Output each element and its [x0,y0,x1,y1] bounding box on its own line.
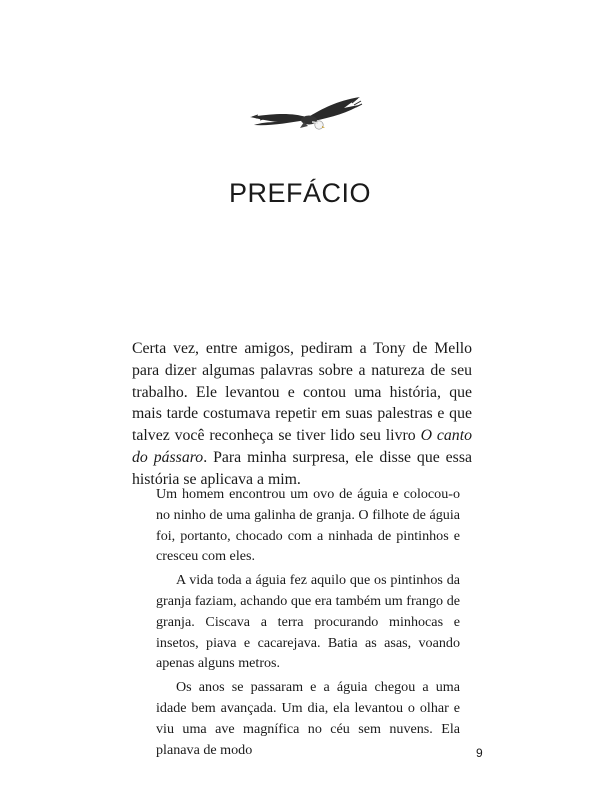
chapter-title: PREFÁCIO [228,178,372,208]
story-paragraph: A vida toda a águia fez aquilo que os pintinhos da granja faziam, achando que era também um frango de granja. Ciscava a terra procurando minhocas e insetos, piava e cacarejava. Batia as asas, voando apenas alguns metros. [156,572,460,672]
story-paragraph: Os anos se passaram e a águia chegou a uma idade bem avançada. Um dia, ela levantou o olhar e viu uma ave magnífica no céu sem nuvens. Ela planava de modo [156,679,460,758]
intro-paragraph [132,338,472,491]
intro-text-start: Certa vez, entre amigos, pediram a Tony de Mello para dizer algumas palavras sobre a natureza de seu trabalho. Ele levantou e contou uma história, que mais tarde costumava repetir em suas palestras e que talvez você reconheça se tiver lido seu livro [132,340,472,445]
story-block [156,484,460,760]
eagle-icon [248,95,364,135]
story-paragraph: Um homem encontrou um ovo de águia e colocou-o no ninho de uma galinha de granja. O filhote de águia foi, portanto, chocado com a ninhada de pintinhos e cresceu com eles. [156,486,460,565]
book-title: O canto do pássaro [132,427,472,466]
page-number: 9 [476,746,483,760]
intro-text-end: . Para minha surpresa, ele disse que essa história se aplicava a mim. [132,448,472,488]
